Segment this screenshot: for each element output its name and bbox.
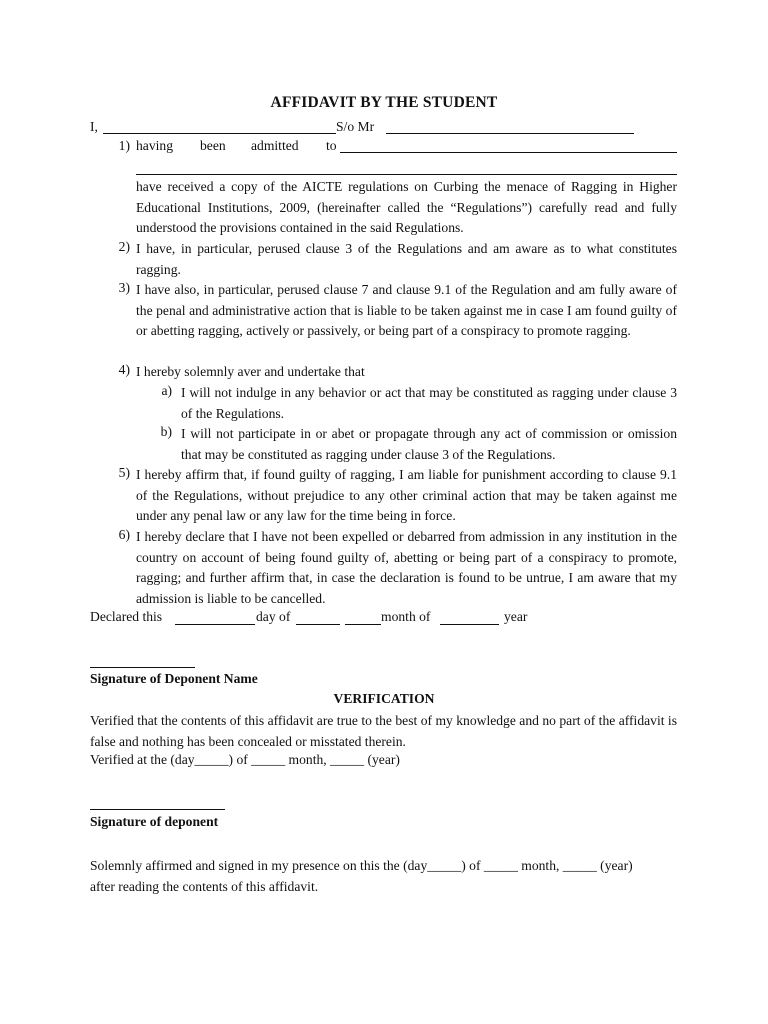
intro-prefix: I, — [90, 119, 98, 134]
item-4-text: I hereby solemnly aver and undertake that — [136, 364, 365, 379]
declared-day-label: day of — [256, 609, 291, 624]
institution-blank-continued[interactable] — [136, 174, 677, 175]
verification-heading: VERIFICATION — [333, 691, 435, 706]
item-1-number: 1) — [118, 138, 130, 153]
item-3-number: 3) — [118, 280, 130, 295]
declared-month-label: month of — [381, 609, 431, 624]
item-5-number: 5) — [118, 465, 130, 480]
item-4a-number: a) — [161, 383, 172, 398]
declared-day-blank[interactable] — [296, 624, 340, 625]
item-6-number: 6) — [118, 527, 130, 542]
item-1-word: having — [136, 138, 173, 153]
declared-year-blank[interactable] — [440, 624, 499, 625]
item-1-text: have received a copy of the AICTE regulations on Curbing the menace of Ragging in Higher Educational Institutions, 2009, (hereinafter called the “Regulations”) carefully read and fully understood the provisions contained in the said Regulations. — [136, 179, 677, 236]
verified-at-line: Verified at the (day_____) of _____ month, _____ (year) — [90, 752, 400, 767]
deponent-signature-line[interactable] — [90, 809, 225, 810]
name-blank[interactable] — [103, 133, 336, 134]
page-title: AFFIDAVIT BY THE STUDENT — [270, 94, 498, 111]
item-2-number: 2) — [118, 239, 130, 254]
declared-date-blank[interactable] — [175, 624, 255, 625]
item-1-word: been — [200, 138, 226, 153]
item-3-text: I have also, in particular, perused clause 7 and clause 9.1 of the Regulation and am fully aware of the penal and administrative action that is liable to be taken against me in case I am found guilty of or abetting ragging, actively or passively, or being part of a conspiracy to promote ragging. — [136, 282, 677, 339]
item-4b-text: I will not participate in or abet or propagate through any act of commission or omission that may be constituted as ragging under clause 3 of the Regulations. — [181, 426, 677, 462]
item-5-text: I hereby affirm that, if found guilty of ragging, I am liable for punishment according to clause 9.1 of the Regulations, without prejudice to any other criminal action that may be taken against me under any penal law or any law for the time being in force. — [136, 467, 677, 524]
item-1-word: to — [326, 138, 337, 153]
item-4-number: 4) — [118, 362, 130, 377]
item-2-text: I have, in particular, perused clause 3 of the Regulations and am aware as to what constitutes ragging. — [136, 241, 677, 277]
intro-so: S/o Mr — [336, 119, 375, 134]
declared-year-label: year — [504, 609, 528, 624]
institution-blank[interactable] — [340, 152, 677, 153]
declared-month-blank[interactable] — [345, 624, 381, 625]
signature-deponent-label: Signature of deponent — [90, 814, 219, 829]
solemnly-affirmed-text: Solemnly affirmed and signed in my presence on this the (day_____) of _____ month, _____ (year) after reading the contents of this affidavit. — [90, 858, 633, 894]
verification-text: Verified that the contents of this affidavit are true to the best of my knowledge and no part of the affidavit is false and nothing has been concealed or misstated therein. — [90, 713, 677, 749]
item-4b-number: b) — [160, 424, 172, 439]
deponent-name-signature-line[interactable] — [90, 667, 195, 668]
father-name-blank[interactable] — [386, 133, 634, 134]
item-4a-text: I will not indulge in any behavior or act that may be constituted as ragging under clause 3 of the Regulations. — [181, 385, 677, 421]
item-6-text: I hereby declare that I have not been expelled or debarred from admission in any institution in the country on account of being found guilty of, abetting or being part of a conspiracy to promote, ragging; and further affirm that, in case the declaration is found to be untrue, I am aware that my admission is liable to be cancelled. — [136, 529, 677, 606]
signature-deponent-name-label: Signature of Deponent Name — [90, 671, 258, 686]
declared-lead: Declared this — [90, 609, 163, 624]
item-1-word: admitted — [251, 138, 299, 153]
